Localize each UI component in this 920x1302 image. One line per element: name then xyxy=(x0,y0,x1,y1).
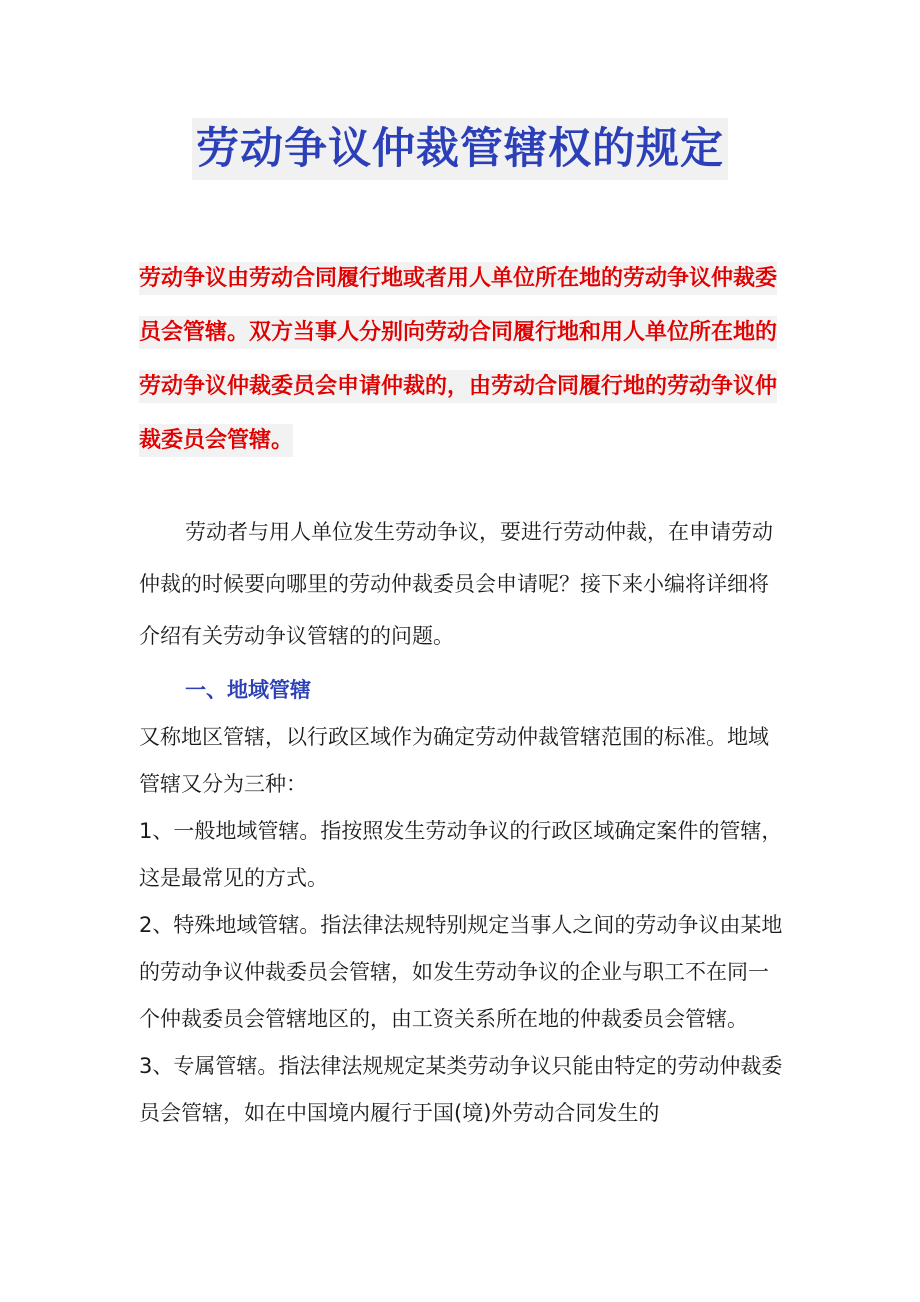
document-title: 劳动争议仲裁管辖权的规定 xyxy=(192,118,728,180)
section-content xyxy=(139,714,789,1137)
section-paragraph: 又称地区管辖，以行政区域作为确定劳动仲裁管辖范围的标准。地域管辖又分为三种： xyxy=(139,725,769,796)
section-paragraph: 2、特殊地域管辖。指法律法规特别规定当事人之间的劳动争议由某地的劳动争议仲裁委员会管辖，如发生劳动争议的企业与职工不在同一个仲裁委员会管辖地区的，由工资关系所在地的仲裁委员会管辖。 xyxy=(139,913,783,1031)
summary-paragraph xyxy=(139,252,789,468)
intro-paragraph: 劳动者与用人单位发生劳动争议，要进行劳动仲裁，在申请劳动仲裁的时候要向哪里的劳动仲裁委员会申请呢？接下来小编将详细将介绍有关劳动争议管辖的的问题。 xyxy=(139,520,773,648)
section-heading-geographic: 一、地域管辖 xyxy=(185,678,311,702)
section-paragraph: 1、一般地域管辖。指按照发生劳动争议的行政区域确定案件的管辖，这是最常见的方式。 xyxy=(139,819,783,890)
title-container xyxy=(0,118,920,180)
summary-text: 劳动争议由劳动合同履行地或者用人单位所在地的劳动争议仲裁委员会管辖。双方当事人分别向劳动合同履行地和用人单位所在地的劳动争议仲裁委员会申请仲裁的，由劳动合同履行地的劳动争议仲裁委员会管辖。 xyxy=(139,262,777,457)
section-paragraph: 3、专属管辖。指法律法规规定某类劳动争议只能由特定的劳动仲裁委员会管辖，如在中国境内履行于国(境)外劳动合同发生的 xyxy=(139,1054,783,1125)
